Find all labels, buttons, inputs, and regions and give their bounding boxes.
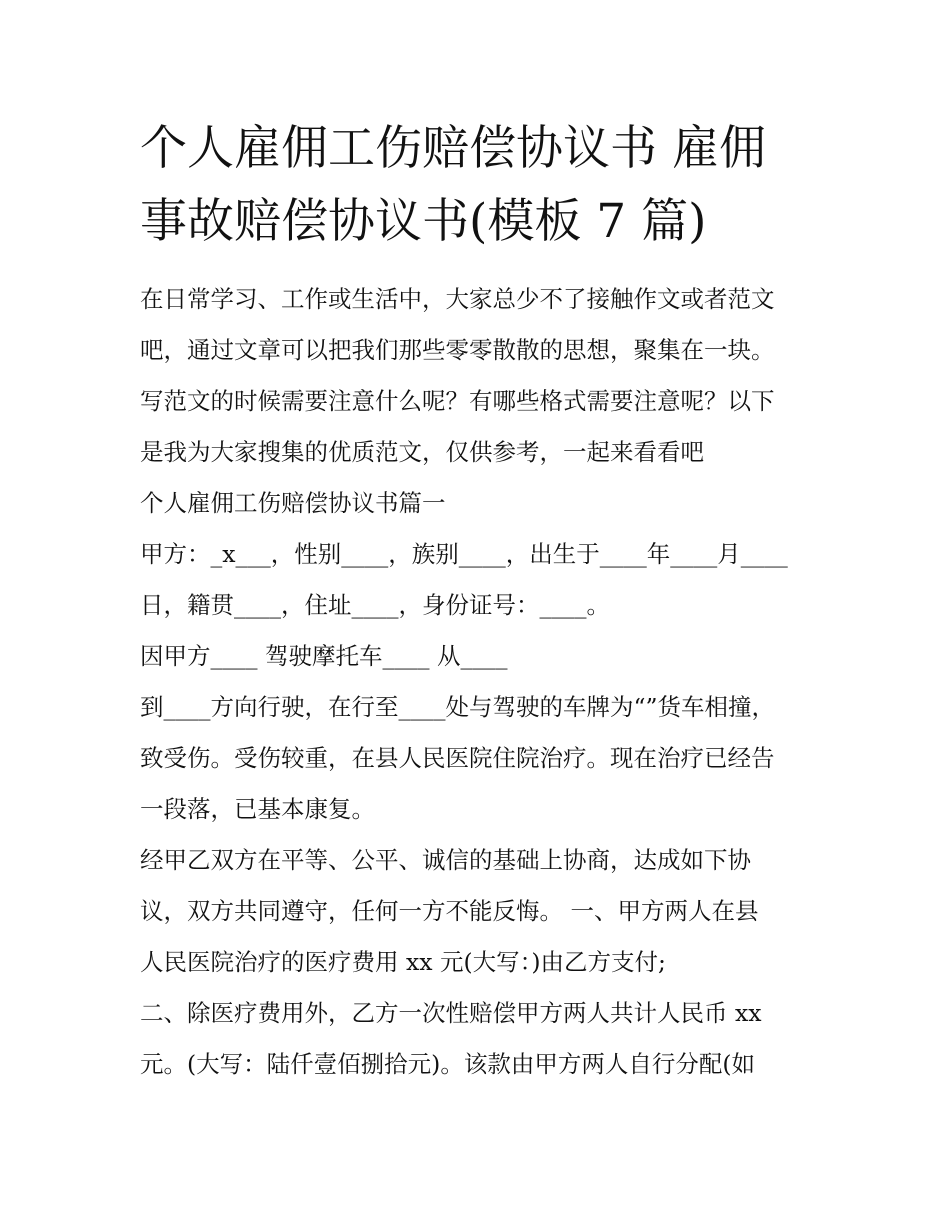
- intro-line-1: 在日常学习、工作或生活中，大家总少不了接触作文或者范文: [140, 285, 775, 313]
- party-a-line-1: 甲方：_x___，性别____，族别____，出生于____年____月____: [140, 540, 788, 568]
- intro-line-4: 是我为大家搜集的优质范文，仅供参考，一起来看看吧: [140, 438, 704, 466]
- document-body: [140, 274, 830, 1090]
- title-line-2: 事故赔偿协议书(模板 7 篇): [140, 194, 707, 249]
- clause-two-line-2: 元。(大写：陆仟壹佰捌拾元)。该款由甲方两人自行分配(如: [140, 1050, 756, 1078]
- incident-line-2: 到____方向行驶，在行至____处与驾驶的车牌为“”货车相撞，: [140, 693, 776, 721]
- incident-line-3: 致受伤。受伤较重，在县人民医院住院治疗。现在治疗已经告: [140, 744, 775, 772]
- party-a-line-2: 日，籍贯____，住址____，身份证号：____。: [140, 591, 610, 619]
- document-title: [140, 112, 820, 258]
- clause-two-line-1: 二、除医疗费用外，乙方一次性赔偿甲方两人共计人民币 xx: [140, 999, 762, 1027]
- section-heading: 个人雇佣工伤赔偿协议书篇一: [140, 489, 446, 517]
- agreement-line-1: 经甲乙双方在平等、公平、诚信的基础上协商，达成如下协: [140, 846, 751, 874]
- agreement-line-3: 人民医院治疗的医疗费用 xx 元(大写：)由乙方支付;: [140, 948, 666, 976]
- incident-line-4: 一段落，已基本康复。: [140, 795, 375, 823]
- agreement-line-2: 议，双方共同遵守，任何一方不能反悔。 一、甲方两人在县: [140, 897, 759, 925]
- title-line-1: 个人雇佣工伤赔偿协议书 雇佣: [140, 121, 766, 176]
- intro-line-3: 写范文的时候需要注意什么呢？有哪些格式需要注意呢？以下: [140, 387, 775, 415]
- incident-line-1: 因甲方____ 驾驶摩托车____ 从____: [140, 642, 508, 670]
- intro-line-2: 吧，通过文章可以把我们那些零零散散的思想，聚集在一块。: [140, 336, 775, 364]
